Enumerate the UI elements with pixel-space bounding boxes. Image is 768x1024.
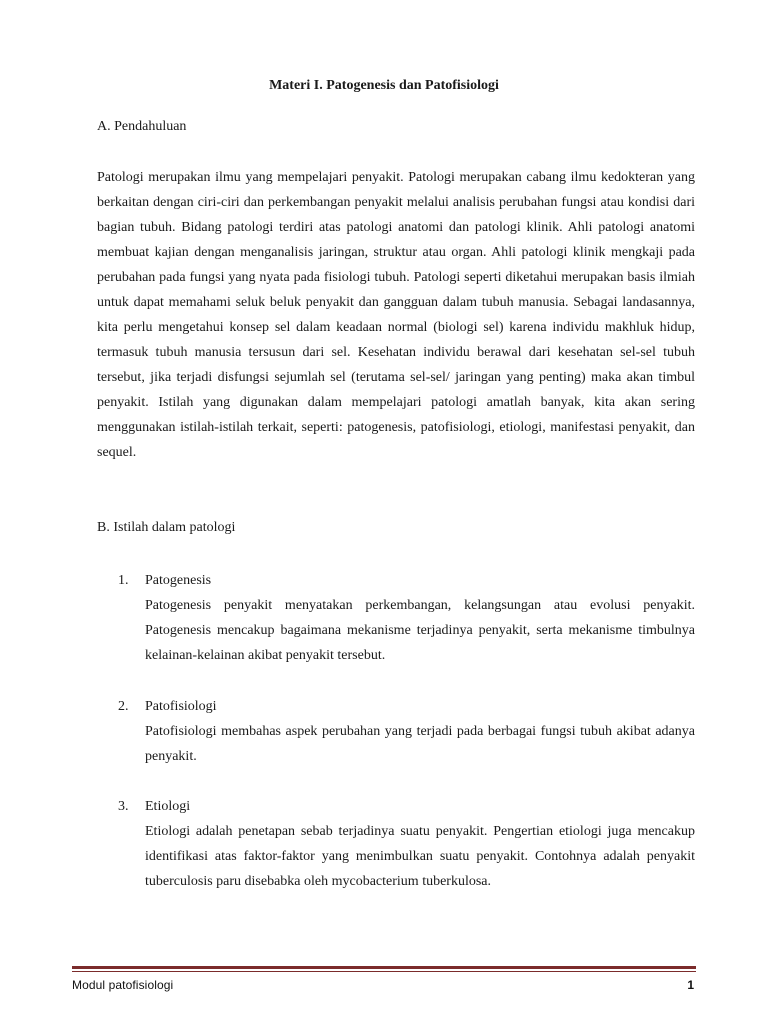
footer-page-number: 1 (687, 978, 694, 992)
list-item-body: Patofisiologi membahas aspek perubahan yang terjadi pada berbagai fungsi tubuh akibat adanya penyakit. (145, 724, 695, 764)
footer-module-name: Modul patofisiologi (72, 978, 174, 992)
list-item-number: 2. (118, 699, 129, 714)
list-item-number: 1. (118, 573, 129, 588)
list-item-body: Etiologi adalah penetapan sebab terjadinya suatu penyakit. Pengertian etiologi juga mencakup identifikasi atas faktor-faktor yang menimbulkan suatu penyakit. Contohnya adalah penyakit tuberculosis paru disebabka oleh mycobacterium tuberkulosa. (145, 824, 695, 889)
list-item-title: Etiologi (145, 799, 191, 814)
list-item-body: Patogenesis penyakit menyatakan perkembangan, kelangsungan atau evolusi penyakit. Patogenesis mencakup bagaimana mekanisme terjadinya penyakit, serta mekanisme timbulnya kelainan-kelainan akibat penyakit tersebut. (145, 598, 695, 663)
section-b-heading: B. Istilah dalam patologi (97, 520, 236, 535)
footer-rule-thin (72, 971, 696, 972)
list-item-number: 3. (118, 799, 129, 814)
list-item (118, 568, 695, 668)
footer-rule-thick (72, 966, 696, 969)
list-item-title: Patogenesis (145, 573, 212, 588)
list-item (118, 694, 695, 769)
section-a-heading: A. Pendahuluan (97, 119, 187, 134)
page-title: Materi I. Patogenesis dan Patofisiologi (269, 78, 499, 93)
list-item-title: Patofisiologi (145, 699, 217, 714)
list-item (118, 794, 695, 894)
intro-paragraph: Patologi merupakan ilmu yang mempelajari penyakit. Patologi merupakan cabang ilmu kedokteran yang berkaitan dengan ciri-ciri dan perkembangan penyakit melalui analisis perubahan fungsi atau kondisi dari bagian tubuh. Bidang patologi terdiri atas patologi anatomi dan patologi klinik. Ahli patologi anatomi membuat kajian dengan menganalisis jaringan, struktur atau organ. Ahli patologi klinik mengkaji pada perubahan pada fungsi yang nyata pada fisiologi tubuh. Patologi seperti diketahui merupakan basis ilmiah untuk dapat memahami seluk beluk penyakit dan gangguan dalam tubuh manusia. Sebagai landasannya, kita perlu mengetahui konsep sel dalam keadaan normal (biologi sel) karena individu makhluk hidup, termasuk tubuh manusia tersusun dari sel. Kesehatan individu berawal dari kesehatan sel-sel tubuh tersebut, jika terjadi disfungsi sejumlah sel (terutama sel-sel/ jaringan yang penting) maka akan timbul penyakit. Istilah yang digunakan dalam mempelajari patologi amatlah banyak, kita akan sering menggunakan istilah-istilah terkait, seperti: patogenesis, patofisiologi, etiologi, manifestasi penyakit, dan sequel. (97, 170, 695, 460)
